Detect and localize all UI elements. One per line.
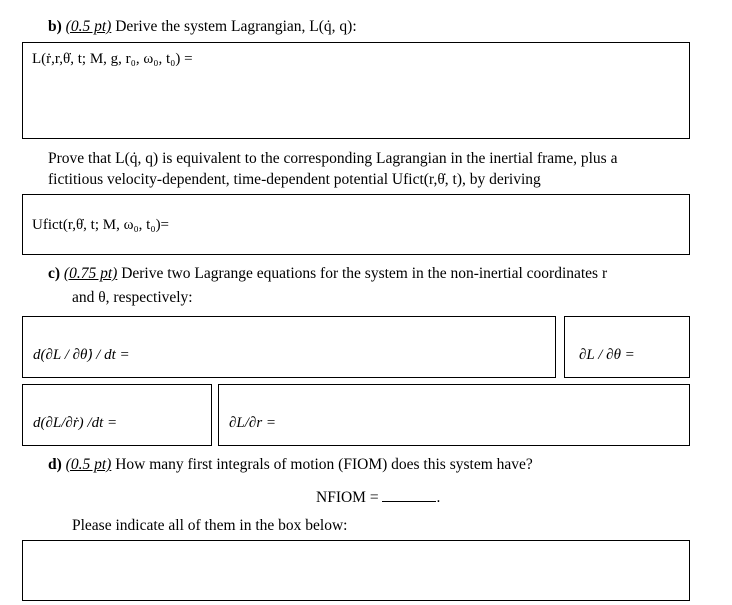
part-c-points: (0.75 pt) [63, 265, 118, 282]
r-time-derivative-box[interactable] [22, 384, 212, 446]
lagrangian-box-label: L(ṙ,r,θ̇, t; M, g, r₀, ω₀, t₀) = [32, 51, 193, 67]
part-b-label: b) [48, 18, 62, 35]
theta-partial-label: ∂L / ∂θ = [579, 347, 635, 363]
lagrangian-answer-box[interactable] [22, 42, 690, 139]
part-c-line2: and θ, respectively: [72, 289, 193, 306]
part-c-line1: Derive two Lagrange equations for the system in the non-inertial coordinates r [121, 265, 608, 282]
indicate-text: Please indicate all of them in the box below: [72, 517, 348, 534]
ufict-box-label: Ufict(r,θ̇, t; M, ω₀, t₀)= [32, 217, 170, 233]
r-partial-label: ∂L/∂r = [229, 415, 277, 431]
theta-partial-box[interactable] [564, 316, 690, 378]
theta-time-derivative-label: d(∂L / ∂θ̇) / dt = [33, 347, 130, 363]
theta-time-derivative-box[interactable] [22, 316, 556, 378]
part-d-points: (0.5 pt) [65, 456, 112, 473]
nfiom-label: NFIOM = [316, 489, 379, 506]
nfiom-blank-field[interactable] [382, 487, 436, 502]
part-d-text: How many first integrals of motion (FIOM) does this system have? [115, 456, 533, 473]
part-c-heading [48, 264, 607, 284]
r-time-derivative-label: d(∂L/∂ṙ) /dt = [33, 415, 118, 431]
nfiom-end: . [436, 489, 441, 506]
part-c-label: c) [48, 265, 61, 282]
part-b-heading [48, 17, 357, 37]
fiom-answer-box[interactable] [22, 540, 690, 601]
part-d-heading [48, 455, 533, 475]
nfiom-line [316, 487, 440, 508]
ufict-answer-box[interactable] [22, 194, 690, 255]
prove-line-1: Prove that L(q̇, q) is equivalent to the corresponding Lagrangian in the inertial frame, plus a [48, 150, 618, 167]
r-partial-box[interactable] [218, 384, 690, 446]
part-b-text: Derive the system Lagrangian, L(q̇, q): [115, 18, 357, 35]
part-d-label: d) [48, 456, 62, 473]
part-b-points: (0.5 pt) [65, 18, 112, 35]
prove-line-2: fictitious velocity-dependent, time-dependent potential Ufict(r,θ̇, t), by deriving [48, 171, 541, 188]
